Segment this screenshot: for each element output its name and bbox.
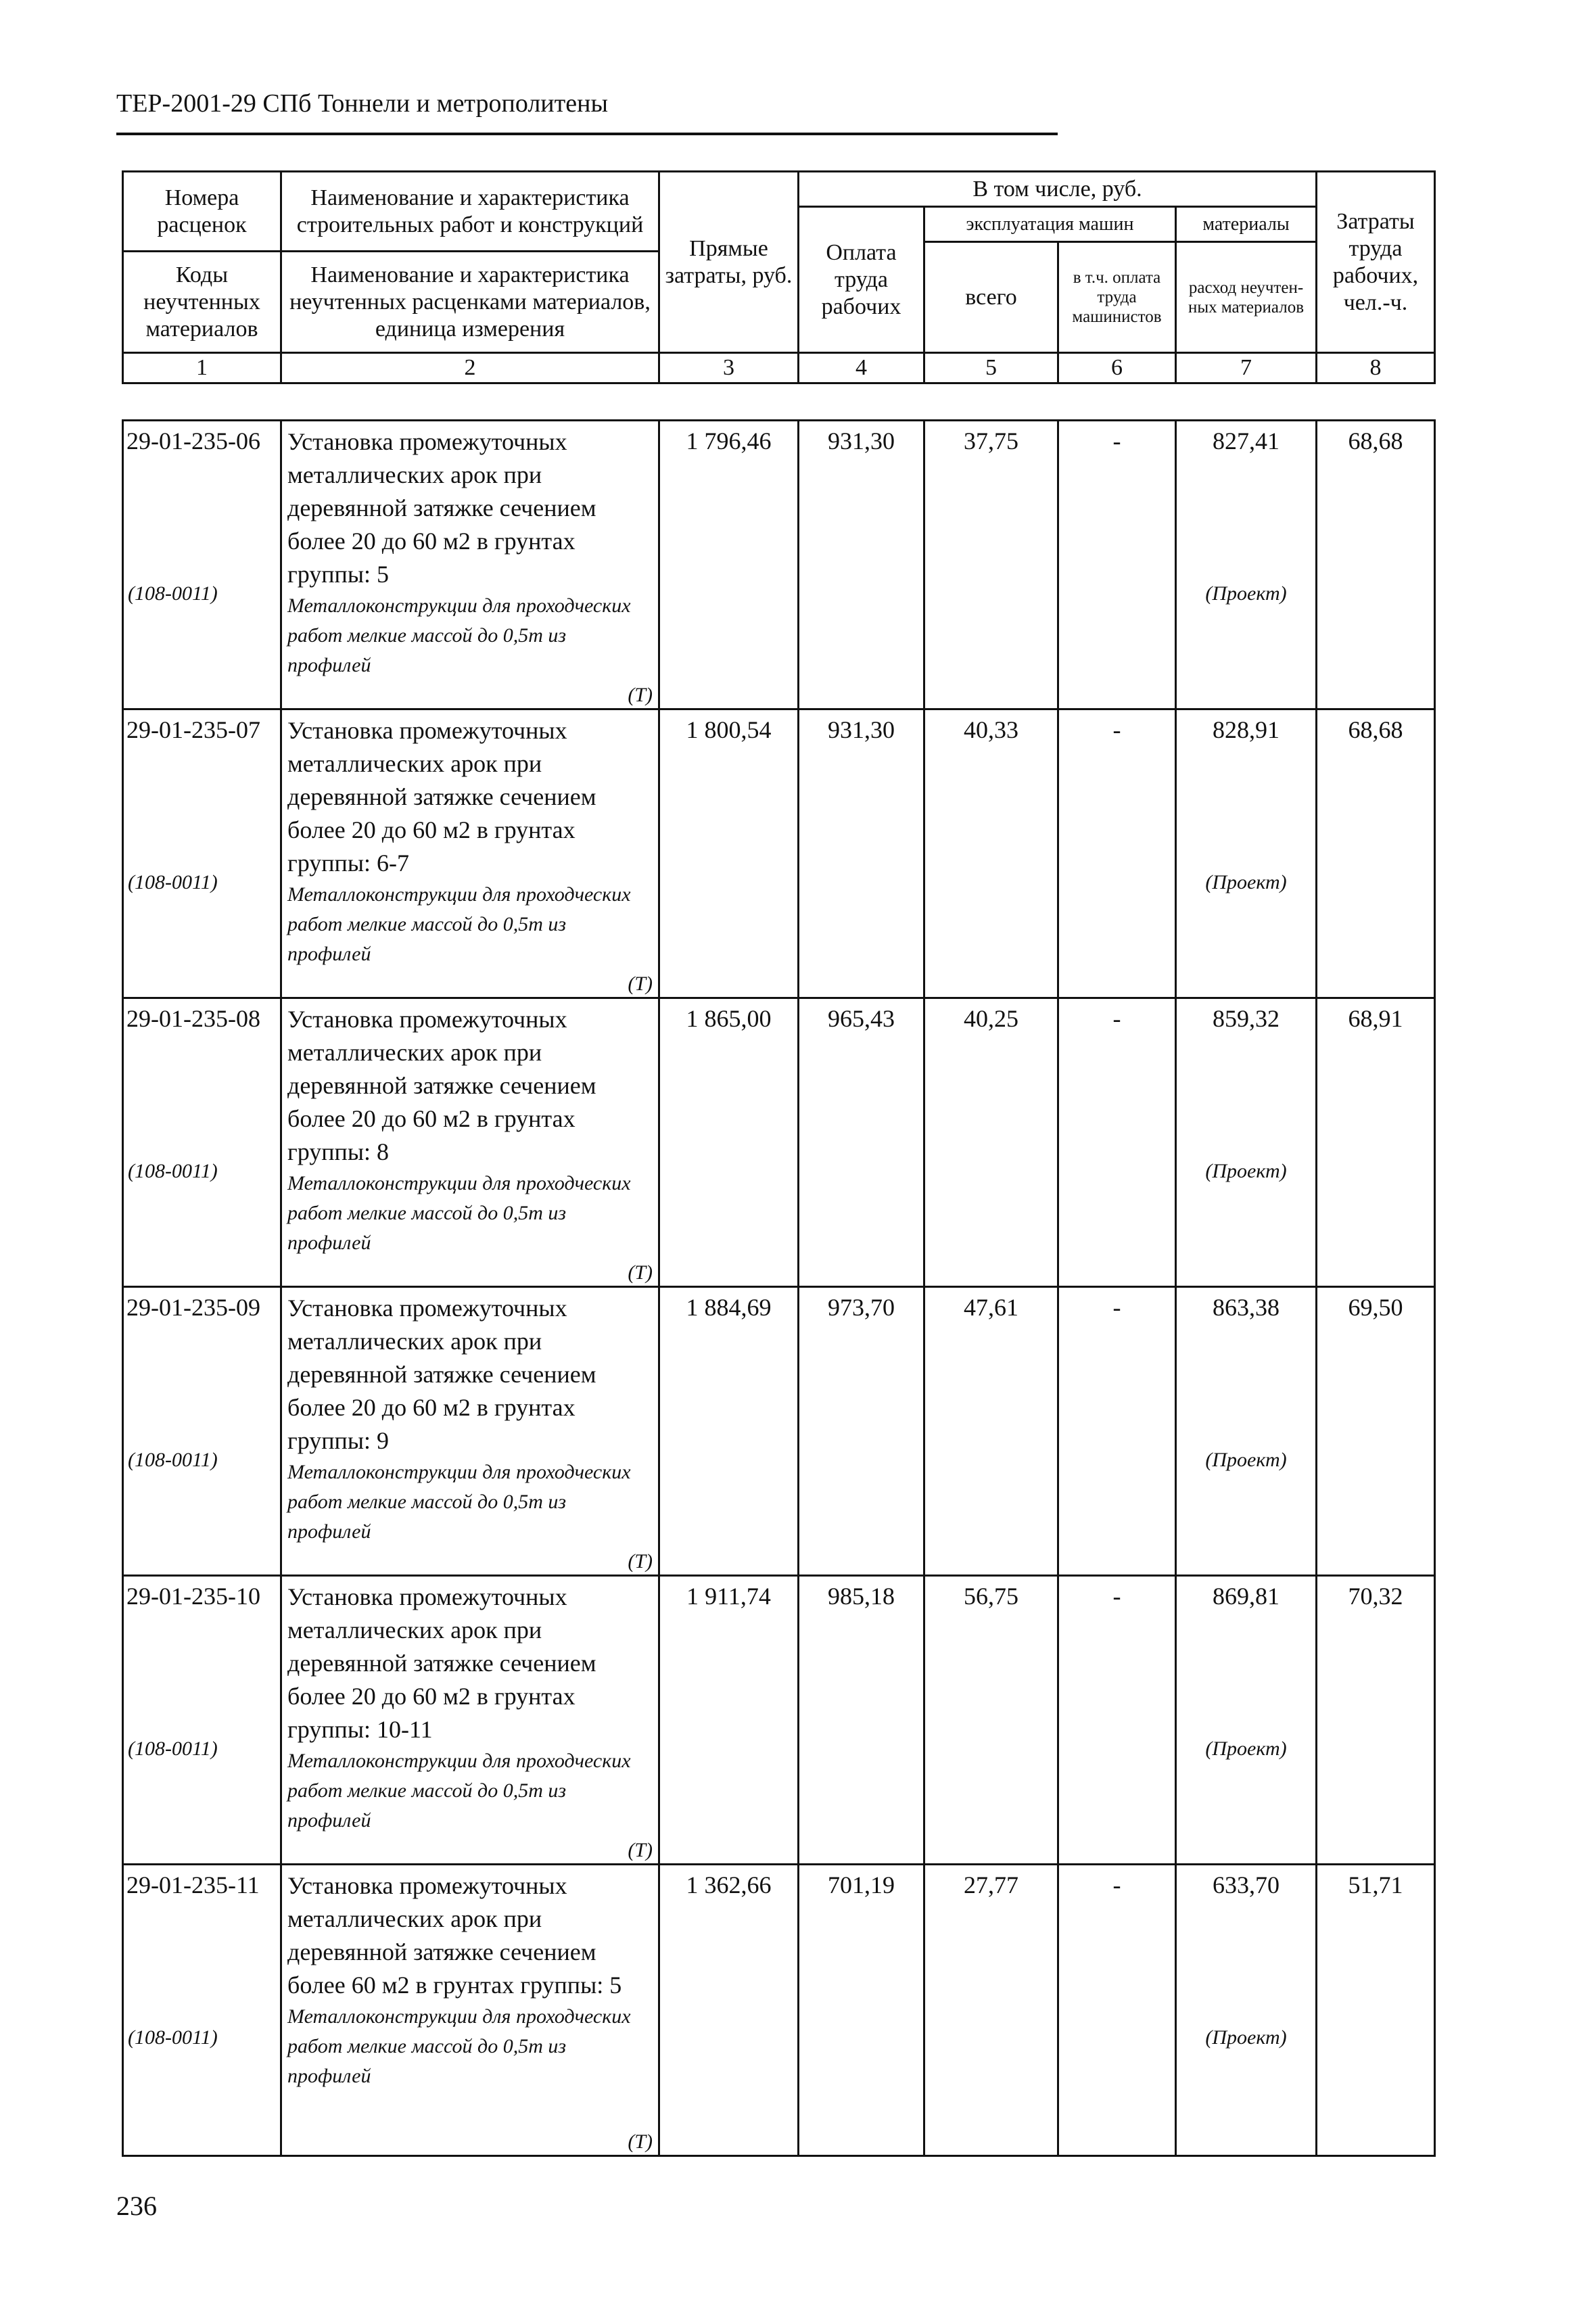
labor-pay-cell: [799, 1865, 924, 2156]
machines-total: 47,61: [964, 1294, 1018, 1321]
labor-pay-cell: [799, 1576, 924, 1865]
unit-mark: (Т): [628, 1261, 653, 1284]
direct-costs-cell: [659, 1576, 799, 1865]
machines-total-cell: [924, 709, 1058, 998]
machinists-pay: -: [1112, 1005, 1121, 1032]
description-cell: [281, 998, 659, 1287]
machinists-pay-cell: [1058, 1865, 1176, 2156]
header-machinists-pay: в т.ч. оплата труда машинистов: [1058, 242, 1176, 353]
project-note: (Проект): [1205, 871, 1287, 893]
labor-hours: 51,71: [1348, 1871, 1403, 1898]
direct-costs: 1 796,46: [686, 427, 772, 454]
machinists-pay-cell: [1058, 421, 1176, 709]
machinists-pay-cell: [1058, 998, 1176, 1287]
machines-total-cell: [924, 1865, 1058, 2156]
project-note: (Проект): [1205, 582, 1287, 605]
materials-cell: [1176, 421, 1317, 709]
resource-code: (108-0011): [128, 582, 218, 605]
col-number: 1: [123, 353, 281, 383]
labor-hours: 68,91: [1348, 1005, 1403, 1032]
rate-code: 29-01-235-06: [126, 427, 260, 454]
header-materials: материалы: [1176, 207, 1317, 242]
resource-code: (108-0011): [128, 2026, 218, 2049]
col-number: 3: [659, 353, 799, 383]
direct-costs-cell: [659, 709, 799, 998]
resource-code: (108-0011): [128, 1449, 218, 1471]
project-note: (Проект): [1205, 1449, 1287, 1471]
table-row: [123, 1865, 1435, 2156]
work-description: Установка промежуточных металлических арок при деревянной затяжке сечением более 20 до 60 м2 в грунтах группы: 6-7: [287, 717, 596, 877]
machines-total-cell: [924, 1287, 1058, 1576]
description-cell: [281, 1865, 659, 2156]
labor-pay-cell: [799, 1287, 924, 1576]
labor-hours-cell: [1317, 998, 1435, 1287]
direct-costs: 1 362,66: [686, 1871, 772, 1898]
materials-cost: 859,32: [1213, 1005, 1280, 1032]
table-row: [123, 709, 1435, 998]
project-note: (Проект): [1205, 2026, 1287, 2049]
rate-code: 29-01-235-10: [126, 1583, 260, 1610]
col-number: 7: [1176, 353, 1317, 383]
header-work-name: Наименование и характеристика строительных работ и конструкций: [281, 172, 659, 252]
direct-costs-cell: [659, 421, 799, 709]
direct-costs-cell: [659, 1865, 799, 2156]
materials-cell: [1176, 1576, 1317, 1865]
table-header: [122, 170, 1436, 384]
description-cell: [281, 1287, 659, 1576]
description-cell: [281, 1576, 659, 1865]
machinists-pay: -: [1112, 1583, 1121, 1610]
materials-cell: [1176, 998, 1317, 1287]
header-rule: [116, 133, 1058, 135]
labor-pay: 965,43: [828, 1005, 895, 1032]
rate-code-cell: [123, 421, 281, 709]
material-name: Металлоконструкции для проходческих работ мелкие массой до 0,5т из профилей: [287, 883, 631, 965]
table-row: [123, 998, 1435, 1287]
rates-table: [122, 419, 1436, 2157]
materials-cost: 863,38: [1213, 1294, 1280, 1321]
col-number: 5: [924, 353, 1058, 383]
project-note: (Проект): [1205, 1737, 1287, 1760]
direct-costs-cell: [659, 998, 799, 1287]
unit-mark: (Т): [628, 973, 653, 995]
header-labor-hours: Затраты труда рабочих, чел.-ч.: [1317, 172, 1435, 353]
resource-code: (108-0011): [128, 871, 218, 893]
work-description: Установка промежуточных металлических арок при деревянной затяжке сечением более 20 до 60 м2 в грунтах группы: 10-11: [287, 1583, 596, 1743]
project-note: (Проект): [1205, 1160, 1287, 1182]
machinists-pay: -: [1112, 1294, 1121, 1321]
header-direct-costs: Прямые затраты, руб.: [659, 172, 799, 353]
machines-total-cell: [924, 998, 1058, 1287]
rate-code: 29-01-235-09: [126, 1294, 260, 1321]
table-row: [123, 421, 1435, 709]
col-number: 4: [799, 353, 924, 383]
header-including: В том числе, руб.: [799, 172, 1317, 207]
machines-total: 40,33: [964, 716, 1018, 743]
direct-costs: 1 800,54: [686, 716, 772, 743]
labor-pay: 985,18: [828, 1583, 895, 1610]
machinists-pay: -: [1112, 427, 1121, 454]
machines-total-cell: [924, 421, 1058, 709]
labor-hours: 70,32: [1348, 1583, 1403, 1610]
machines-total: 56,75: [964, 1583, 1018, 1610]
labor-hours: 69,50: [1348, 1294, 1403, 1321]
materials-cell: [1176, 1865, 1317, 2156]
unit-mark: (Т): [628, 684, 653, 706]
rate-code-cell: [123, 1865, 281, 2156]
direct-costs-cell: [659, 1287, 799, 1576]
col-number: 2: [281, 353, 659, 383]
header-rate-numbers: Номера расценок: [123, 172, 281, 252]
direct-costs: 1 884,69: [686, 1294, 772, 1321]
rate-code: 29-01-235-11: [126, 1871, 260, 1898]
materials-cost: 633,70: [1213, 1871, 1280, 1898]
page-number: 236: [116, 2191, 157, 2221]
labor-hours-cell: [1317, 709, 1435, 998]
rate-code: 29-01-235-08: [126, 1005, 260, 1032]
labor-pay-cell: [799, 709, 924, 998]
labor-pay-cell: [799, 421, 924, 709]
unit-mark: (Т): [628, 1550, 653, 1572]
table-row: [123, 1576, 1435, 1865]
labor-hours: 68,68: [1348, 427, 1403, 454]
labor-pay: 931,30: [828, 427, 895, 454]
labor-pay: 931,30: [828, 716, 895, 743]
direct-costs: 1 911,74: [686, 1583, 771, 1610]
description-cell: [281, 709, 659, 998]
header-material-codes: Коды неучтенных материалов: [123, 252, 281, 353]
labor-hours-cell: [1317, 1865, 1435, 2156]
material-name: Металлоконструкции для проходческих работ мелкие массой до 0,5т из профилей: [287, 1172, 631, 1254]
page-header: ТЕР-2001-29 СПб Тоннели и метрополитены: [116, 89, 608, 118]
work-description: Установка промежуточных металлических арок при деревянной затяжке сечением более 20 до 60 м2 в грунтах группы: 5: [287, 428, 596, 588]
direct-costs: 1 865,00: [686, 1005, 772, 1032]
labor-pay: 973,70: [828, 1294, 895, 1321]
labor-pay: 701,19: [828, 1871, 895, 1898]
rate-code: 29-01-235-07: [126, 716, 260, 743]
rate-code-cell: [123, 998, 281, 1287]
machinists-pay: -: [1112, 716, 1121, 743]
materials-cost: 869,81: [1213, 1583, 1280, 1610]
labor-hours-cell: [1317, 1576, 1435, 1865]
rate-code-cell: [123, 1576, 281, 1865]
col-number: 6: [1058, 353, 1176, 383]
machinists-pay-cell: [1058, 1576, 1176, 1865]
labor-hours-cell: [1317, 1287, 1435, 1576]
machinists-pay-cell: [1058, 1287, 1176, 1576]
unit-mark: (Т): [628, 2130, 653, 2153]
machines-total: 40,25: [964, 1005, 1018, 1032]
materials-cell: [1176, 1287, 1317, 1576]
header-material-name: Наименование и характеристика неучтенных расценками материалов, единица измерения: [281, 252, 659, 353]
machinists-pay-cell: [1058, 709, 1176, 998]
rate-code-cell: [123, 1287, 281, 1576]
unit-mark: (Т): [628, 1839, 653, 1861]
rate-code-cell: [123, 709, 281, 998]
work-description: Установка промежуточных металлических арок при деревянной затяжке сечением более 20 до 60 м2 в грунтах группы: 9: [287, 1295, 596, 1454]
labor-hours-cell: [1317, 421, 1435, 709]
material-name: Металлоконструкции для проходческих работ мелкие массой до 0,5т из профилей: [287, 2005, 631, 2087]
material-name: Металлоконструкции для проходческих работ мелкие массой до 0,5т из профилей: [287, 1461, 631, 1543]
material-name: Металлоконструкции для проходческих работ мелкие массой до 0,5т из профилей: [287, 594, 631, 676]
machines-total: 27,77: [964, 1871, 1018, 1898]
header-unaccounted-materials: расход неучтен-ных материалов: [1176, 242, 1317, 353]
resource-code: (108-0011): [128, 1160, 218, 1182]
resource-code: (108-0011): [128, 1737, 218, 1760]
work-description: Установка промежуточных металлических арок при деревянной затяжке сечением более 60 м2 в грунтах группы: 5: [287, 1872, 622, 1999]
table-row: [123, 1287, 1435, 1576]
machinists-pay: -: [1112, 1871, 1121, 1898]
labor-hours: 68,68: [1348, 716, 1403, 743]
machines-total-cell: [924, 1576, 1058, 1865]
labor-pay-cell: [799, 998, 924, 1287]
description-cell: [281, 421, 659, 709]
header-machines: эксплуатация машин: [924, 207, 1176, 242]
material-name: Металлоконструкции для проходческих работ мелкие массой до 0,5т из профилей: [287, 1750, 631, 1832]
header-machines-total: всего: [924, 242, 1058, 353]
col-number: 8: [1317, 353, 1435, 383]
work-description: Установка промежуточных металлических арок при деревянной затяжке сечением более 20 до 60 м2 в грунтах группы: 8: [287, 1006, 596, 1165]
materials-cost: 827,41: [1213, 427, 1280, 454]
header-labor-pay: Оплата труда рабочих: [799, 207, 924, 353]
materials-cell: [1176, 709, 1317, 998]
materials-cost: 828,91: [1213, 716, 1280, 743]
machines-total: 37,75: [964, 427, 1018, 454]
